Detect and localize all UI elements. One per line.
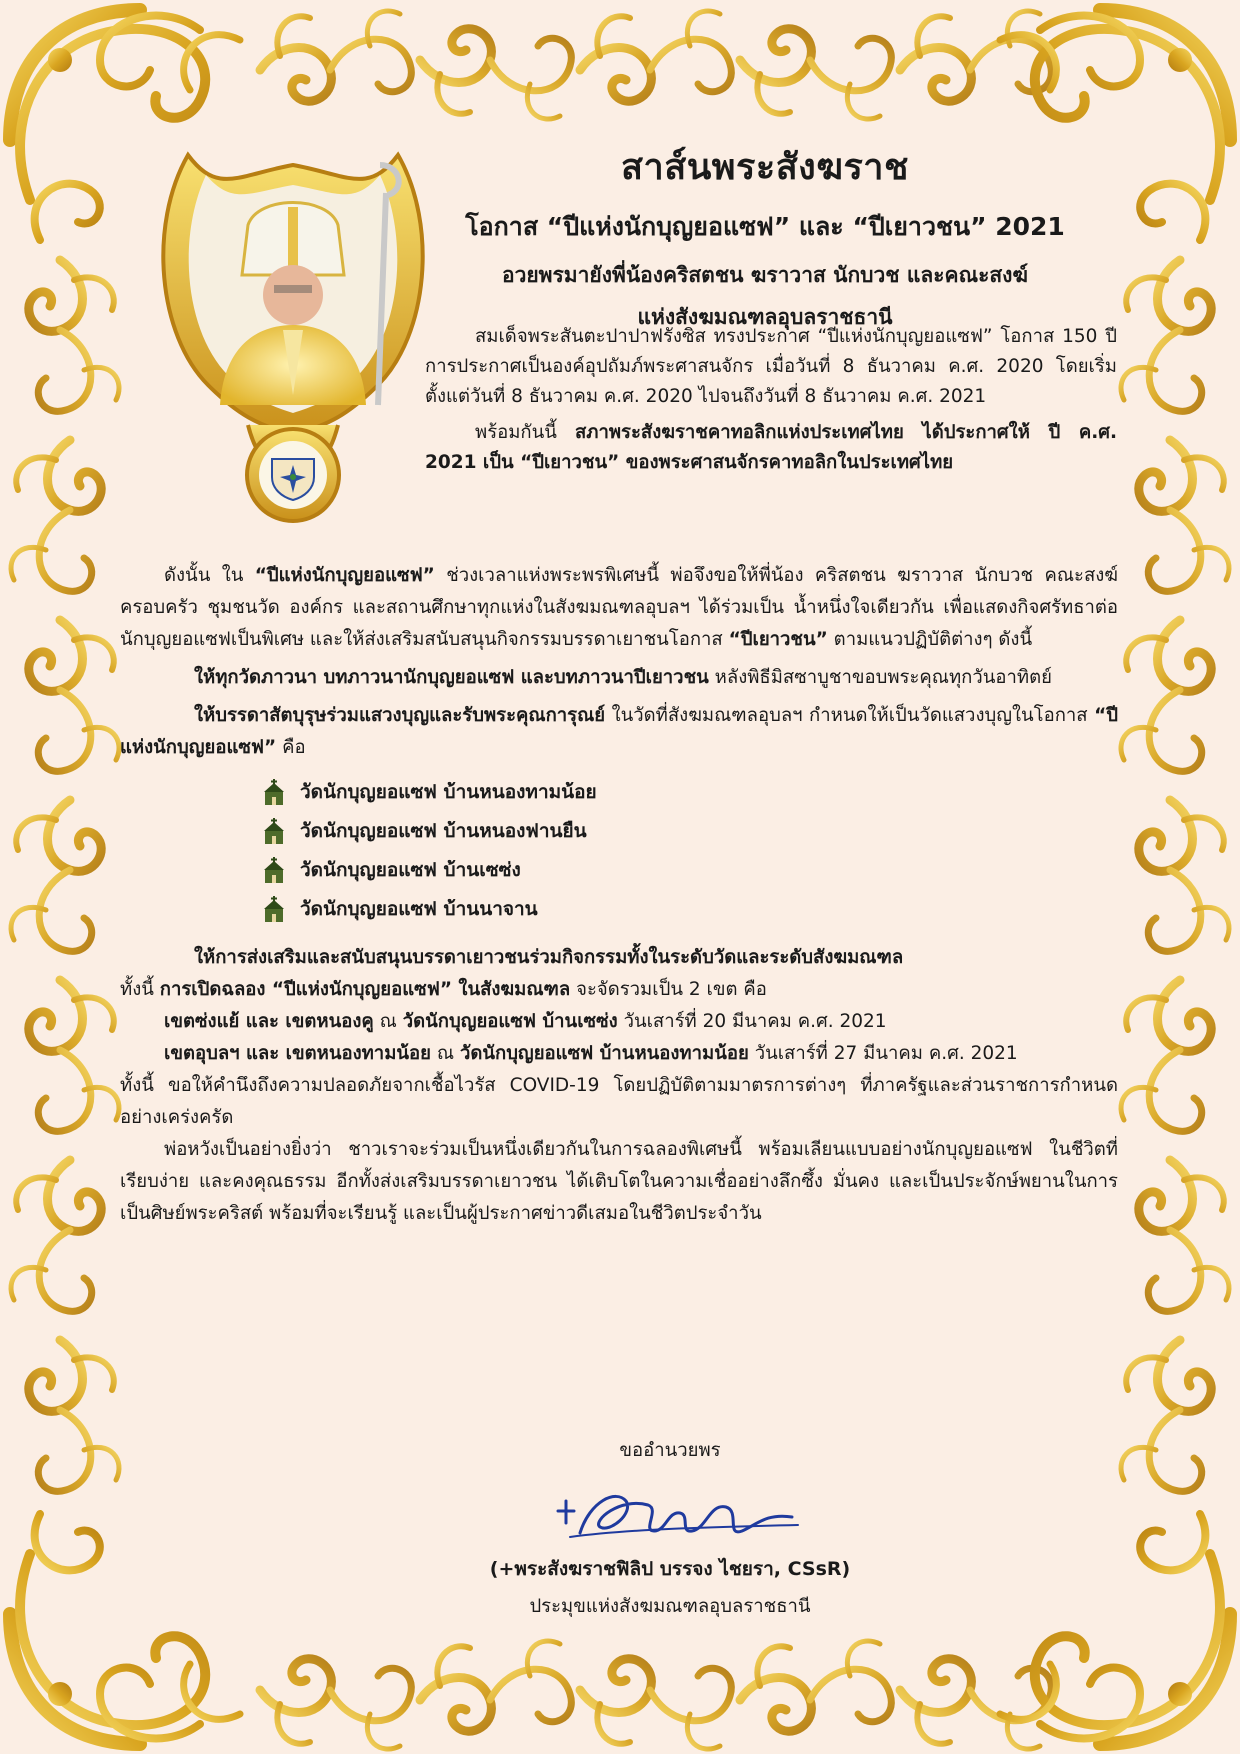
body-p5-bold: การเปิดฉลอง “ปีแห่งนักบุญยอแซฟ” ในสังฆมณฑล xyxy=(159,979,571,1000)
intro-section xyxy=(425,322,1117,478)
list-item xyxy=(262,811,1118,850)
body-paragraph-8: ทั้งนี้ ขอให้คำนึงถึงความปลอดภัยจากเชื้อไวรัส COVID-19 โดยปฏิบัติตามมาตรการต่างๆ ที่ภาครัฐและส่วนราชการกำหนดอย่างเคร่งครัด xyxy=(120,1075,1118,1128)
intro-p2-lead: พร้อมกันนี้ xyxy=(475,422,575,443)
body-paragraph-3 xyxy=(120,700,1118,764)
body-p3-mid: ในวัดที่สังฆมณฑลอุบลฯ กำหนดให้เป็นวัดแสวงบุญในโอกาส xyxy=(605,705,1095,726)
body-p1-tail: ตามแนวปฏิบัติต่างๆ ดังนี้ xyxy=(827,629,1033,650)
closing-block xyxy=(420,1436,920,1553)
body-p4-bold: ให้การส่งเสริมและสนับสนุนบรรดาเยาวชนร่วมกิจกรรมทั้งในระดับวัดและระดับสังฆมณฑล xyxy=(194,947,904,968)
body-p5-tail: จะจัดรวมเป็น 2 เขต คือ xyxy=(570,979,767,1000)
body-p1-mid: ช่วงเวลาแห่งพระพรพิเศษนี้ พ่อจึงขอให้พี่น้อง คริสตชน ฆราวาส นักบวช คณะสงฆ์ ครอบครัว ชุมชนวัด องค์กร และสถานศึกษาทุกแห่งในสังฆมณฑลอุบลฯ ได้ร่วมเป็น น้ำหนึ่งใจเดียวกัน เพื่อแสดงกิจศรัทธาต่อนักบุญยอแซฟเป็นพิเศษ และให้ส่งเสริมสนับสนุนกิจกรรมบรรดาเยาชนโอกาส xyxy=(120,565,1119,650)
body-paragraph-2 xyxy=(120,662,1118,694)
letter-header xyxy=(420,138,1110,341)
pilgrimage-church-list xyxy=(262,772,1118,928)
signer-position: ประมุขแห่งสังฆมณฑลอุบลราชธานี xyxy=(529,1596,811,1617)
body-p7-tail: วันเสาร์ที่ 27 มีนาคม ค.ศ. 2021 xyxy=(748,1043,1018,1064)
body-p7-mid: ณ xyxy=(431,1043,460,1064)
list-item xyxy=(262,772,1118,811)
church-name: วัดนักบุญยอแซฟ บ้านเซซ่ง xyxy=(300,858,521,881)
body-paragraph-4 xyxy=(120,942,1118,974)
list-item xyxy=(262,889,1118,928)
intro-paragraph-1: สมเด็จพระสันตะปาปาฟรังซิส ทรงประกาศ “ปีแห่งนักบุญยอแซฟ” โอกาส 150 ปี การประกาศเป็นองค์อุปถัมภ์พระศาสนจักร เมื่อวันที่ 8 ธันวาคม ค.ศ. 2020 โดยเริ่มตั้งแต่วันที่ 8 ธันวาคม ค.ศ. 2020 ไปจนถึงวันที่ 8 ธันวาคม ค.ศ. 2021 xyxy=(425,326,1117,407)
signer-name: (+พระสังฆราชฟิลิป บรรจง ไชยรา, CSsR) xyxy=(489,1558,851,1580)
body-paragraph-7 xyxy=(120,1038,1118,1070)
church-icon xyxy=(262,779,286,805)
blessing-line-2: แห่งสังฆมณฑลอุบลราชธานี xyxy=(637,305,893,329)
signature xyxy=(530,1471,810,1553)
body-p1-lead: ดังนั้น ใน xyxy=(164,565,255,586)
letter-body xyxy=(120,560,1118,1230)
closing-text: ขออำนวยพร xyxy=(619,1440,721,1461)
body-paragraph-1 xyxy=(120,560,1118,656)
body-p3-bold2: “ปีแห่งนักบุญยอแซฟ” xyxy=(120,705,1118,758)
page-title: สาส์นพระสังฆราช xyxy=(621,147,909,188)
body-p1-bold2: “ปีเยาวชน” xyxy=(728,629,828,650)
body-p7-bold2: วัดนักบุญยอแซฟ บ้านหนองทามน้อย xyxy=(459,1043,749,1064)
body-p2-tail: หลังพิธีมิสซาบูชาขอบพระคุณทุกวันอาทิตย์ xyxy=(708,667,1052,688)
body-p6-bold2: วัดนักบุญยอแซฟ บ้านเซซ่ง xyxy=(402,1011,618,1032)
body-p2-bold: ให้ทุกวัดภาวนา บทภาวนานักบุญยอแซฟ และบทภาวนาปีเยาวชน xyxy=(194,667,709,688)
body-paragraph-9: พ่อหวังเป็นอย่างยิ่งว่า ชาวเราจะร่วมเป็นหนึ่งเดียวกันในการฉลองพิเศษนี้ พร้อมเลียนแบบอย่างนักบุญยอแซฟ ในชีวิตที่เรียบง่าย และคงคุณธรรม อีกทั้งส่งเสริมบรรดาเยาวชน ได้เติบโตในความเชื่ออย่างลึกซึ้ง มั่นคง และเป็นประจักษ์พยานในการเป็นศิษย์พระคริสต์ พร้อมที่จะเรียนรู้ และเป็นผู้ประกาศข่าวดีเสมอในชีวิตประจำวัน xyxy=(120,1139,1118,1224)
letter-subtitle: โอกาส “ปีแห่งนักบุญยอแซฟ” และ “ปีเยาวชน” 2021 xyxy=(465,212,1065,241)
list-item xyxy=(262,850,1118,889)
body-p6-mid: ณ xyxy=(373,1011,403,1032)
intro-p2-bold: สภาพระสังฆราชคาทอลิกแห่งประเทศไทย ได้ประกาศให้ ปี ค.ศ. 2021 เป็น “ปีเยาวชน” ของพระศาสนจักรคาทอลิกในประเทศไทย xyxy=(425,422,1118,473)
body-p6-tail: วันเสาร์ที่ 20 มีนาคม ค.ศ. 2021 xyxy=(617,1011,887,1032)
body-paragraph-5 xyxy=(120,974,1118,1006)
body-p3-tail: คือ xyxy=(276,737,306,758)
coat-of-arms-icon xyxy=(268,455,318,501)
body-p3-bold: ให้บรรดาสัตบุรุษร่วมแสวงบุญและรับพระคุณการุณย์ xyxy=(194,705,606,726)
church-icon xyxy=(262,857,286,883)
church-icon xyxy=(262,818,286,844)
body-p7-bold1: เขตอุบลฯ และ เขตหนองทามน้อย xyxy=(164,1043,431,1064)
body-p1-bold1: “ปีแห่งนักบุญยอแซฟ” xyxy=(254,565,435,586)
church-name: วัดนักบุญยอแซฟ บ้านนาจาน xyxy=(300,897,538,920)
church-name: วัดนักบุญยอแซฟ บ้านหนองทามน้อย xyxy=(300,780,597,803)
intro-paragraph-2 xyxy=(425,418,1117,478)
body-p6-bold1: เขตซ่งแย้ และ เขตหนองคู xyxy=(164,1011,374,1032)
church-icon xyxy=(262,896,286,922)
blessing-line-1: อวยพรมายังพี่น้องคริสตชน ฆราวาส นักบวช และคณะสงฆ์ xyxy=(501,263,1029,287)
body-paragraph-6 xyxy=(120,1006,1118,1038)
church-name: วัดนักบุญยอแซฟ บ้านหนองฟานยืน xyxy=(300,819,587,842)
body-p5-lead: ทั้งนี้ xyxy=(120,979,160,1000)
